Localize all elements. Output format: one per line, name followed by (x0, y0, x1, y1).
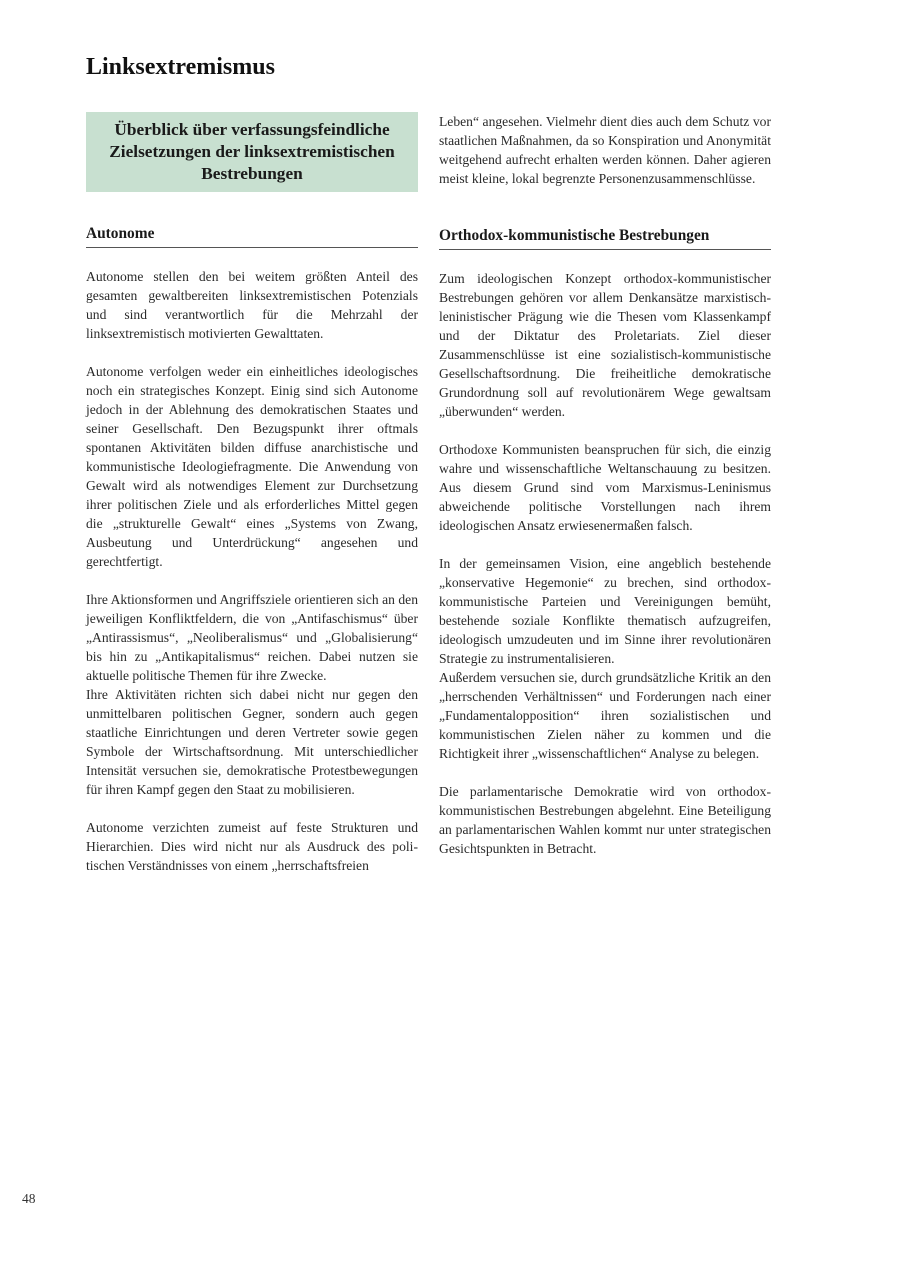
paragraph: Außerdem versuchen sie, durch grundsätzliche Kritik an den „herrschenden Verhältnissen“ und Forderungen nach einer „Fundamentalopposition“ ihren sozialistischen und kommunistischen Zielen näher zu kommen und die Richtigkeit ihrer „wissenschaftlichen“ Analyse zu belegen. (439, 670, 771, 761)
right-column (439, 112, 771, 877)
paragraph: Autonome verfolgen weder ein einheitliches ideologisches noch ein strategisches Konzept. Einig sind sich Autonome jedoch in der Ablehnung des demokratischen Staates und seiner Gesellschaft. Den Bezugspunkt ihrer oftmals spontanen Aktivitäten bilden diffuse anarchistische und kommunistische Ideologiefragmente. Die Anwendung von Gewalt wird als notwendiges Element zur Durchsetzung ihrer politischen Ziele und als erforderliches Mittel gegen die „strukturelle Gewalt“ eines „Systems von Zwang, Ausbeutung und Unterdrückung“ angesehen und gerechtfertigt. (86, 364, 418, 569)
paragraph: Zum ideologischen Konzept orthodox-kommunistischer Bestrebungen gehören vor allem Denkansätze marxistisch-leninistischer Prägung wie die Thesen vom Klassenkampf und der Diktatur des Proletariats. Ziel dieser Zusammenschlüsse ist eine sozialistisch-kommunistische Gesellschaftsordnung. Die freiheitliche demokratische Grundordnung soll auf revolutionärem Wege gewaltsam „überwunden“ werden. (439, 271, 771, 419)
paragraph: Ihre Aktivitäten richten sich dabei nicht nur gegen den unmittelbaren politischen Gegner, sondern auch gegen staatliche Einrichtungen und deren Vertreter sowie gegen Symbole der Wirtschaftsordnung. Mit unterschiedlicher Intensität versuchen sie, demokratische Protestbewegungen für ihren Kampf gegen den Staat zu mobilisieren. (86, 687, 418, 797)
paragraph-continuation: Leben“ angesehen. Vielmehr dient dies auch dem Schutz vor staatlichen Maßnahmen, da so Konspiration und Anonymität weitgehend aufrecht erhalten werden können. Daher agieren meist kleine, lokal begrenzte Personenzusammenschlüsse. (439, 114, 771, 186)
page-title: Linksextremismus (86, 54, 275, 80)
page-number: 48 (22, 1191, 36, 1206)
paragraph: Autonome stellen den bei weitem größten Anteil des gesamten gewaltbereiten linksextremistischen Potenzials und sind verantwortlich für die Mehrzahl der linksextremistisch motivierten Gewalttaten. (86, 269, 418, 341)
section-heading-autonome: Autonome (86, 224, 418, 248)
paragraph: Orthodoxe Kommunisten beanspruchen für sich, die einzig wahre und wissenschaftliche Weltanschauung zu besitzen. Aus diesem Grund sind vom Marxismus-Leninismus abweichende politische Vorstellungen nach ihrem ideologischen Ansatz erwiesenermaßen falsch. (439, 442, 771, 533)
paragraph: Ihre Aktionsformen und Angriffsziele orientieren sich an den jeweiligen Konfliktfeldern, die von „Antifaschismus“ über „Antirassismus“, „Neoliberalismus“ und „Globalisierung“ bis hin zu „Antikapitalismus“ reichen. Dabei nutzen sie aktuelle politische Themen für ihre Zwecke. (86, 592, 418, 683)
paragraph: Die parlamentarische Demokratie wird von orthodox-kommunistischen Bestrebungen abgelehnt. Eine Beteiligung an parlamentarischen Wahlen kommt nur unter strategischen Gesichtspunkten in Betracht. (439, 784, 771, 856)
overview-box: Überblick über verfassungsfeindliche Zielsetzungen der linksextremistischen Bestrebungen (86, 112, 418, 192)
section-heading-orthodox: Orthodox-kommunistische Bestrebungen (439, 226, 771, 250)
paragraph: In der gemeinsamen Vision, eine angeblich bestehende „konservative Hegemonie“ zu brechen, sind orthodox-kommunistische Parteien und Vereinigungen bemüht, bestehende soziale Konflikte thematisch aufzugreifen, ideologisch umzudeuten und im Sinne ihrer revolutionären Strategie zu instrumentalisieren. (439, 556, 771, 666)
paragraph: Autonome verzichten zumeist auf feste Strukturen und Hierarchien. Dies wird nicht nur als Ausdruck des politischen Verständnisses von einem „herrschaftsfreien (86, 820, 418, 873)
left-column (86, 112, 418, 894)
